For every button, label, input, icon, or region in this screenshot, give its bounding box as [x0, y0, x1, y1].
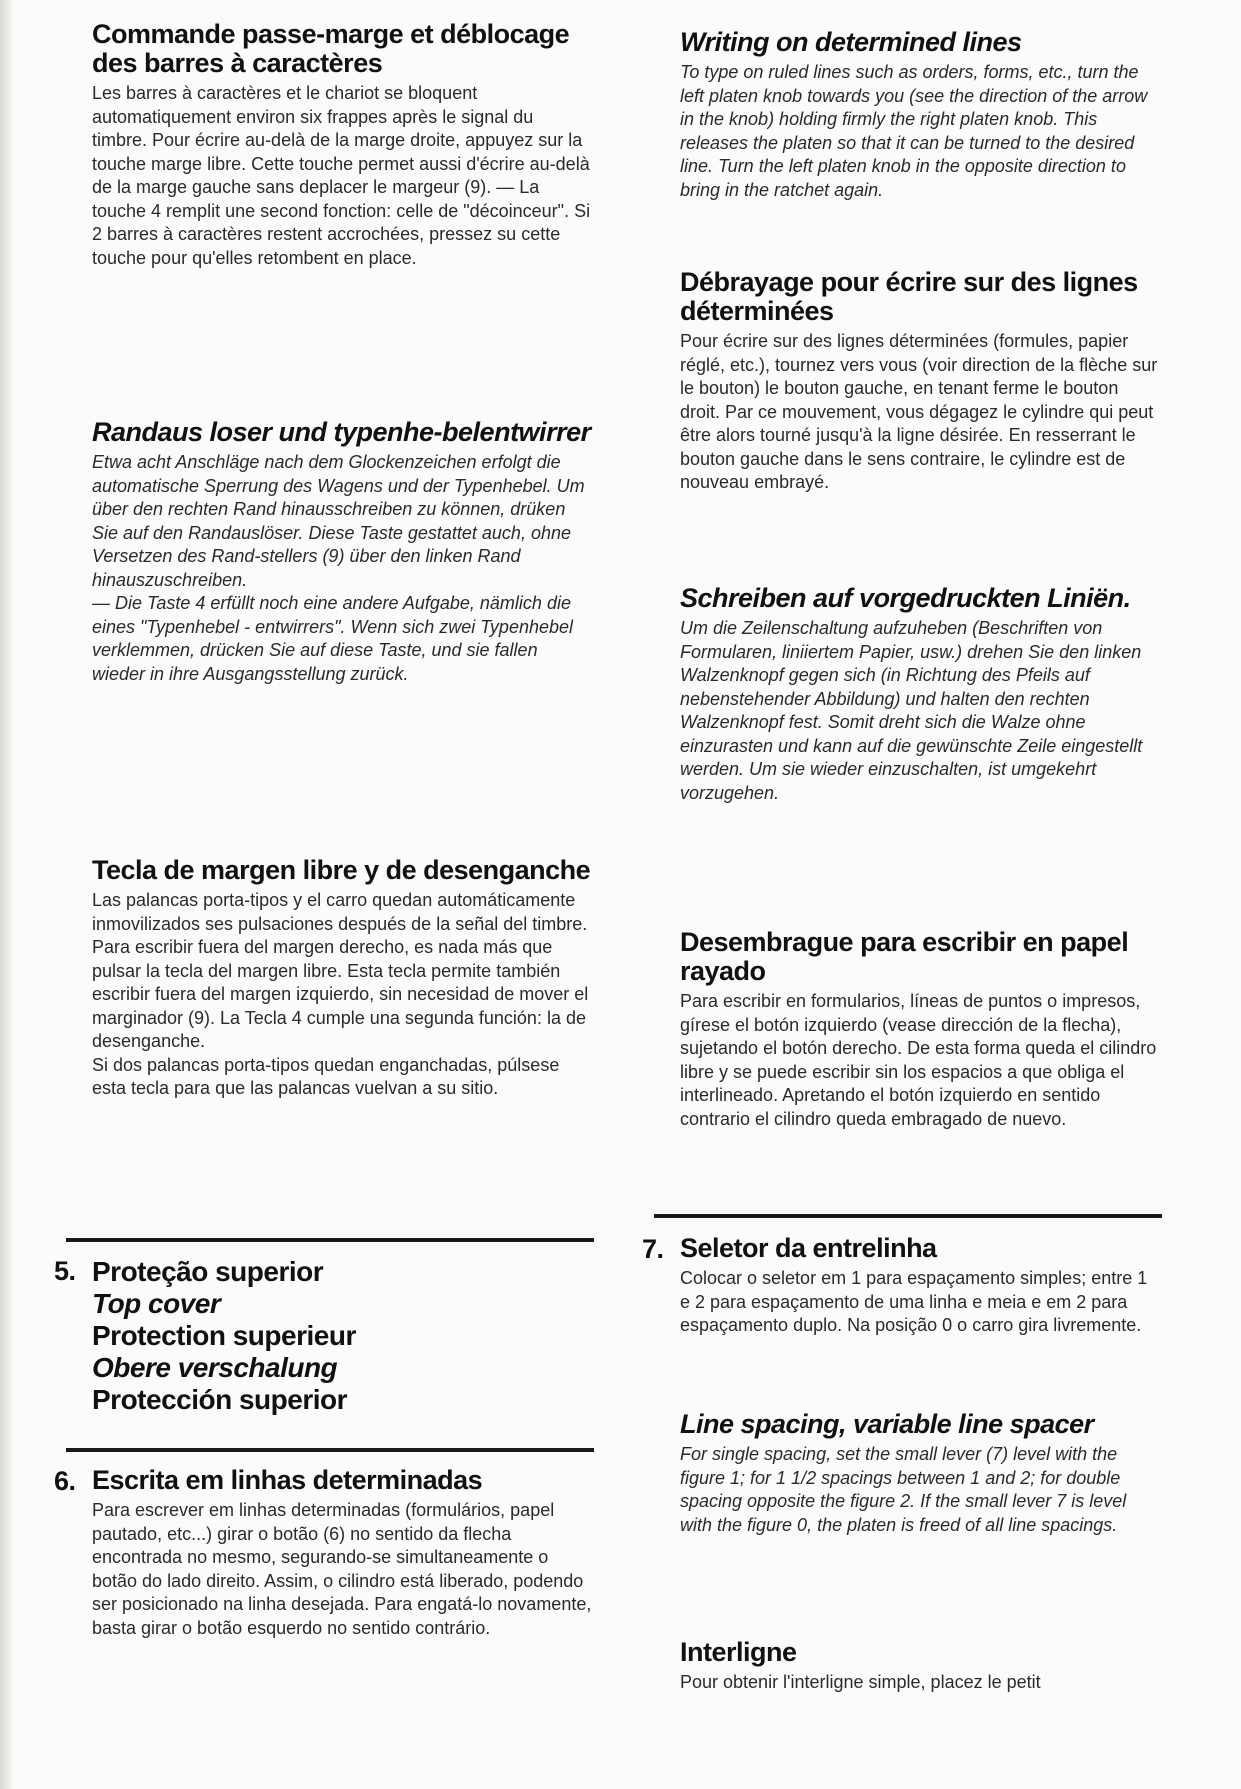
sec5-line-de: Obere verschalung	[92, 1352, 338, 1383]
body-fr-determined-lines: Pour écrire sur des lignes déterminées (formules, papier réglé, etc.), tournez vers vous (voir direction de la flèche sur le bouton) le bouton gauche, en tenant ferme le bouton droit. Par ce mouvement, vous dégagez le cylindre qui peut être alors tourné jusqu'à la ligne désirée. En resserrant le bouton gauche dans le sens contraire, le cylindre est de nouveau embrayé.	[680, 331, 1158, 492]
section-7-line-spacing	[642, 1233, 1160, 1338]
section-5-number: 5.	[54, 1256, 76, 1286]
body-en-line-spacing: For single spacing, set the small lever (7) level with the figure 1; for 1 1/2 spacings between 1 and 2; for double spacing opposite the figure 2. If the small lever 7 is level with the figure 0, the platen is freed of all line spacings.	[680, 1444, 1127, 1535]
section-fr-determined-lines	[680, 268, 1160, 495]
section-en-line-spacing	[680, 1410, 1160, 1537]
divider-before-sec6	[66, 1448, 594, 1452]
body-de-margin-release: Etwa acht Anschläge nach dem Glockenzeichen erfolgt die automatische Sperrung des Wagens und der Typenhebel. Um über den rechten Rand hinausschreiben zu können, drüken Sie auf den Randauslöser. Diese Taste gestattet auch, ohne Versetzen des Rand-stellers (9) über den linken Rand hinauszuschreiben.	[92, 452, 585, 590]
page-binding-shadow	[0, 0, 14, 1789]
heading-es-margin-release: Tecla de margen libre y de desenganche	[92, 855, 591, 885]
body-sec7: Colocar o seletor em 1 para espaçamento simples; entre 1 e 2 para espaçamento de uma linha e meia e em 2 para espaçamento duplo. Na posição 0 o carro gira livremente.	[680, 1268, 1148, 1335]
section-5-top-cover	[54, 1256, 592, 1416]
section-fr-margin-release	[92, 20, 592, 270]
heading-de-determined-lines: Schreiben auf vorgedruckten Liniën.	[680, 583, 1131, 613]
section-es-determined-lines	[680, 928, 1160, 1131]
heading-en-determined-lines: Writing on determined lines	[680, 27, 1022, 57]
heading-fr-interligne: Interligne	[680, 1637, 797, 1667]
heading-de-margin-release: Randaus loser und typenhe-belentwirrer	[92, 417, 591, 447]
heading-es-determined-lines: Desembrague para escribir en papel rayado	[680, 927, 1129, 986]
body-fr-interligne: Pour obtenir l'interligne simple, placez le petit	[680, 1672, 1041, 1692]
body-fr-margin-release: Les barres à caractères et le chariot se bloquent automatiquement environ six frappes après le signal du timbre. Pour écrire au-delà de la marge droite, appuyez sur la touche marge libre. Cette touche permet aussi d'écrire au-delà de la marge gauche sans deplacer le margeur (9). — La touche 4 remplit une second fonction: celle de "décoinceur". Si 2 barres à caractères restent accrochées, pressez su cette touche pour qu'elles retombent en place.	[92, 83, 591, 268]
heading-en-line-spacing: Line spacing, variable line spacer	[680, 1409, 1094, 1439]
heading-fr-margin-release: Commande passe-marge et déblocage des barres à caractères	[92, 19, 570, 78]
section-7-number: 7.	[642, 1234, 664, 1264]
section-en-determined-lines	[680, 28, 1160, 202]
sec5-line-es: Protección superior	[92, 1384, 348, 1415]
section-6-number: 6.	[54, 1466, 76, 1496]
body-es-margin-release-2: Si dos palancas porta-tipos quedan enganchadas, púlsese esta tecla para que las palancas vuelvan a su sitio.	[92, 1054, 560, 1098]
section-de-determined-lines	[680, 584, 1160, 805]
body-es-margin-release: Las palancas porta-tipos y el carro quedan automáticamente inmovilizados ses pulsaciones después de la señal del timbre. Para escribir fuera del margen derecho, es nada más que pulsar la tecla del margen libre. Esta tecla permite también escribir fuera del margen izquierdo, sin necesidad de mover el marginador (9). La Tecla 4 cumple una segunda función: la de desenganche.	[92, 890, 589, 1051]
body-es-determined-lines: Para escribir en formularios, líneas de puntos o impresos, gírese el botón izquierdo (vease dirección de la flecha), sujetando el botón derecho. De esta forma queda el cilindro libre y se puede escribir sin los espacios a que obliga el interlineado. Apretando el botón izquierdo en sentido contrario el cilindro queda embragado de nuevo.	[680, 991, 1157, 1129]
sec5-line-pt: Proteção superior	[92, 1256, 324, 1287]
heading-fr-determined-lines: Débrayage pour écrire sur des lignes déterminées	[680, 267, 1138, 326]
body-de-determined-lines: Um die Zeilenschaltung aufzuheben (Beschriften von Formularen, liniiertem Papier, usw.) drehen Sie den linken Walzenknopf gegen sich (in Richtung des Pfeils auf nebenstehender Abbildung) und halten den rechten Walzenknopf fest. Somit dreht sich die Walze ohne einzurasten und kann auf die gewünschte Zeile eingestellt werden. Um sie wieder einzuschalten, ist umgekehrt vorzugehen.	[680, 618, 1143, 803]
divider-before-sec7	[654, 1214, 1162, 1218]
section-de-margin-release	[92, 418, 592, 686]
sec5-line-fr: Protection superieur	[92, 1320, 356, 1351]
sec5-line-en: Top cover	[92, 1288, 221, 1319]
body-sec6: Para escrever em linhas determinadas (formulários, papel pautado, etc...) girar o botão (6) no sentido da flecha encontrada no mesmo, segurando-se simultaneamente o botão do lado direito. Assim, o cilindro está liberado, podendo ser posicionado na linha desejada. Para engatá-lo novamente, basta girar o botão esquerdo no sentido contrário.	[92, 1500, 592, 1638]
section-es-margin-release	[92, 856, 592, 1101]
divider-before-sec5	[66, 1238, 594, 1242]
heading-sec7: Seletor da entrelinha	[680, 1233, 937, 1263]
body-de-margin-release-2: — Die Taste 4 erfüllt noch eine andere Aufgabe, nämlich die eines "Typenhebel - entwirrers". Wenn sich zwei Typenhebel verklemmen, drücken Sie auf diese Taste, und sie fallen wieder in ihre Ausgangsstellung zurück.	[92, 593, 574, 684]
section-fr-interligne	[680, 1638, 1160, 1695]
body-en-determined-lines: To type on ruled lines such as orders, forms, etc., turn the left platen knob towards you (see the direction of the arrow in the knob) holding firmly the right platen knob. This releases the platen so that it can be turned to the desired line. Turn the left platen knob in the opposite direction to bring in the ratchet again.	[680, 62, 1148, 200]
section-6-determined-lines	[54, 1465, 592, 1640]
heading-sec6: Escrita em linhas determinadas	[92, 1465, 483, 1495]
